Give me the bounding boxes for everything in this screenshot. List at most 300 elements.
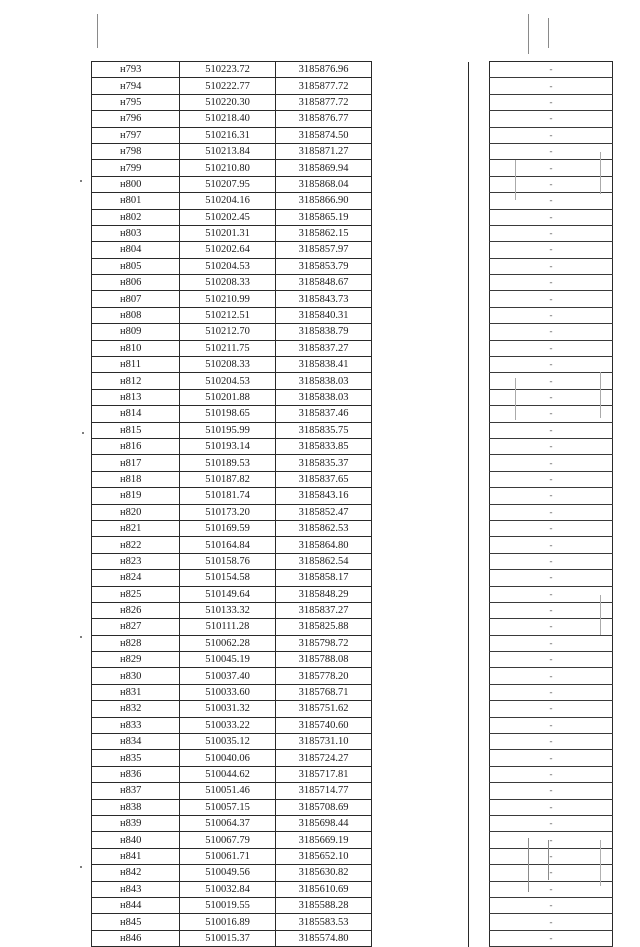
y-coordinate-cell: 3185583.53 (276, 914, 372, 930)
x-coordinate-cell: 510158.76 (180, 553, 276, 569)
table-row (92, 750, 469, 766)
empty-cell (372, 455, 469, 471)
x-coordinate-cell: 510164.84 (180, 537, 276, 553)
mark-row (490, 504, 613, 520)
y-coordinate-cell: 3185865.19 (276, 209, 372, 225)
point-cell: н815 (92, 422, 180, 438)
scan-dot (80, 636, 82, 638)
y-coordinate-cell: 3185864.80 (276, 537, 372, 553)
mark-row (490, 488, 613, 504)
empty-cell (372, 783, 469, 799)
mark-row (490, 799, 613, 815)
point-cell: н812 (92, 373, 180, 389)
y-coordinate-cell: 3185852.47 (276, 504, 372, 520)
point-cell: н814 (92, 406, 180, 422)
mark-row (490, 832, 613, 848)
table-row (92, 340, 469, 356)
mark-cell: - (490, 127, 613, 143)
table-row (92, 291, 469, 307)
empty-cell (372, 815, 469, 831)
table-row (92, 225, 469, 241)
mark-row (490, 750, 613, 766)
point-cell: н811 (92, 357, 180, 373)
table-row (92, 176, 469, 192)
y-coordinate-cell: 3185837.65 (276, 471, 372, 487)
point-cell: н840 (92, 832, 180, 848)
x-coordinate-cell: 510154.58 (180, 570, 276, 586)
mark-row (490, 357, 613, 373)
table-row (92, 652, 469, 668)
point-cell: н837 (92, 783, 180, 799)
x-coordinate-cell: 510181.74 (180, 488, 276, 504)
mark-row (490, 766, 613, 782)
table-row (92, 406, 469, 422)
point-cell: н838 (92, 799, 180, 815)
mark-row (490, 62, 613, 78)
x-coordinate-cell: 510213.84 (180, 143, 276, 159)
y-coordinate-cell: 3185843.73 (276, 291, 372, 307)
mark-cell: - (490, 553, 613, 569)
mark-row (490, 635, 613, 651)
empty-cell (372, 422, 469, 438)
empty-cell (372, 668, 469, 684)
mark-cell: - (490, 78, 613, 94)
table-row (92, 258, 469, 274)
mark-row (490, 602, 613, 618)
y-coordinate-cell: 3185588.28 (276, 897, 372, 913)
y-coordinate-cell: 3185731.10 (276, 734, 372, 750)
mark-cell: - (490, 914, 613, 930)
point-cell: н793 (92, 62, 180, 78)
x-coordinate-cell: 510044.62 (180, 766, 276, 782)
scan-line (515, 160, 516, 200)
mark-row (490, 815, 613, 831)
x-coordinate-cell: 510049.56 (180, 865, 276, 881)
table-row (92, 832, 469, 848)
point-cell: н801 (92, 193, 180, 209)
x-coordinate-cell: 510031.32 (180, 701, 276, 717)
mark-cell: - (490, 586, 613, 602)
empty-cell (372, 357, 469, 373)
mark-row (490, 307, 613, 323)
mark-row (490, 848, 613, 864)
table-row (92, 570, 469, 586)
empty-cell (372, 881, 469, 897)
y-coordinate-cell: 3185751.62 (276, 701, 372, 717)
x-coordinate-cell: 510208.33 (180, 357, 276, 373)
point-cell: н826 (92, 602, 180, 618)
empty-cell (372, 848, 469, 864)
empty-cell (372, 734, 469, 750)
empty-cell (372, 340, 469, 356)
marks-table-body (490, 62, 613, 947)
mark-row (490, 783, 613, 799)
y-coordinate-cell: 3185714.77 (276, 783, 372, 799)
point-cell: н835 (92, 750, 180, 766)
table-row (92, 586, 469, 602)
y-coordinate-cell: 3185798.72 (276, 635, 372, 651)
mark-row (490, 553, 613, 569)
scan-line (528, 14, 529, 54)
mark-row (490, 389, 613, 405)
y-coordinate-cell: 3185876.77 (276, 111, 372, 127)
mark-row (490, 701, 613, 717)
point-cell: н836 (92, 766, 180, 782)
empty-cell (372, 750, 469, 766)
mark-cell: - (490, 291, 613, 307)
mark-cell: - (490, 160, 613, 176)
x-coordinate-cell: 510204.16 (180, 193, 276, 209)
x-coordinate-cell: 510223.72 (180, 62, 276, 78)
empty-cell (372, 488, 469, 504)
mark-row (490, 94, 613, 110)
empty-cell (372, 586, 469, 602)
mark-row (490, 373, 613, 389)
y-coordinate-cell: 3185862.15 (276, 225, 372, 241)
mark-row (490, 652, 613, 668)
y-coordinate-cell: 3185871.27 (276, 143, 372, 159)
marks-table (489, 61, 613, 947)
empty-cell (372, 225, 469, 241)
table-row (92, 799, 469, 815)
mark-cell: - (490, 357, 613, 373)
x-coordinate-cell: 510033.22 (180, 717, 276, 733)
mark-cell: - (490, 684, 613, 700)
mark-row (490, 881, 613, 897)
mark-cell: - (490, 389, 613, 405)
mark-cell: - (490, 209, 613, 225)
table-row (92, 209, 469, 225)
y-coordinate-cell: 3185868.04 (276, 176, 372, 192)
mark-cell: - (490, 799, 613, 815)
empty-cell (372, 570, 469, 586)
mark-row (490, 127, 613, 143)
mark-cell: - (490, 652, 613, 668)
x-coordinate-cell: 510061.71 (180, 848, 276, 864)
table-row (92, 307, 469, 323)
x-coordinate-cell: 510133.32 (180, 602, 276, 618)
point-cell: н829 (92, 652, 180, 668)
scan-line (600, 840, 601, 886)
y-coordinate-cell: 3185717.81 (276, 766, 372, 782)
mark-cell: - (490, 865, 613, 881)
point-cell: н794 (92, 78, 180, 94)
mark-cell: - (490, 193, 613, 209)
point-cell: н828 (92, 635, 180, 651)
mark-cell: - (490, 619, 613, 635)
mark-cell: - (490, 537, 613, 553)
x-coordinate-cell: 510195.99 (180, 422, 276, 438)
x-coordinate-cell: 510207.95 (180, 176, 276, 192)
empty-cell (372, 471, 469, 487)
empty-cell (372, 62, 469, 78)
point-cell: н821 (92, 520, 180, 536)
empty-cell (372, 717, 469, 733)
empty-cell (372, 914, 469, 930)
mark-cell: - (490, 848, 613, 864)
x-coordinate-cell: 510067.79 (180, 832, 276, 848)
mark-row (490, 684, 613, 700)
empty-cell (372, 111, 469, 127)
table-row (92, 504, 469, 520)
scan-line (528, 838, 529, 892)
point-cell: н832 (92, 701, 180, 717)
x-coordinate-cell: 510202.45 (180, 209, 276, 225)
empty-cell (372, 242, 469, 258)
y-coordinate-cell: 3185669.19 (276, 832, 372, 848)
empty-cell (372, 143, 469, 159)
y-coordinate-cell: 3185843.16 (276, 488, 372, 504)
x-coordinate-cell: 510111.28 (180, 619, 276, 635)
x-coordinate-cell: 510037.40 (180, 668, 276, 684)
x-coordinate-cell: 510210.80 (180, 160, 276, 176)
mark-row (490, 668, 613, 684)
point-cell: н803 (92, 225, 180, 241)
scan-line (97, 14, 98, 48)
scan-line (600, 595, 601, 635)
point-cell: н795 (92, 94, 180, 110)
table-row (92, 62, 469, 78)
mark-cell: - (490, 176, 613, 192)
point-cell: н824 (92, 570, 180, 586)
y-coordinate-cell: 3185877.72 (276, 94, 372, 110)
coordinates-table-body (92, 62, 469, 947)
mark-cell: - (490, 750, 613, 766)
table-row (92, 193, 469, 209)
mark-row (490, 111, 613, 127)
mark-row (490, 275, 613, 291)
table-row (92, 897, 469, 913)
x-coordinate-cell: 510033.60 (180, 684, 276, 700)
point-cell: н805 (92, 258, 180, 274)
x-coordinate-cell: 510032.84 (180, 881, 276, 897)
y-coordinate-cell: 3185840.31 (276, 307, 372, 323)
mark-row (490, 717, 613, 733)
mark-cell: - (490, 717, 613, 733)
point-cell: н820 (92, 504, 180, 520)
y-coordinate-cell: 3185838.03 (276, 373, 372, 389)
table-row (92, 602, 469, 618)
mark-cell: - (490, 815, 613, 831)
y-coordinate-cell: 3185874.50 (276, 127, 372, 143)
point-cell: н816 (92, 438, 180, 454)
mark-cell: - (490, 275, 613, 291)
table-row (92, 471, 469, 487)
point-cell: н798 (92, 143, 180, 159)
mark-row (490, 438, 613, 454)
point-cell: н799 (92, 160, 180, 176)
x-coordinate-cell: 510202.64 (180, 242, 276, 258)
coordinates-table (91, 61, 469, 947)
table-row (92, 143, 469, 159)
y-coordinate-cell: 3185862.53 (276, 520, 372, 536)
table-row (92, 684, 469, 700)
mark-row (490, 225, 613, 241)
table-row (92, 373, 469, 389)
point-cell: н833 (92, 717, 180, 733)
table-row (92, 78, 469, 94)
mark-row (490, 291, 613, 307)
x-coordinate-cell: 510193.14 (180, 438, 276, 454)
point-cell: н843 (92, 881, 180, 897)
empty-cell (372, 635, 469, 651)
mark-row (490, 406, 613, 422)
point-cell: н806 (92, 275, 180, 291)
mark-row (490, 242, 613, 258)
mark-cell: - (490, 930, 613, 946)
y-coordinate-cell: 3185837.27 (276, 340, 372, 356)
empty-cell (372, 324, 469, 340)
x-coordinate-cell: 510045.19 (180, 652, 276, 668)
x-coordinate-cell: 510015.37 (180, 930, 276, 946)
empty-cell (372, 930, 469, 946)
empty-cell (372, 193, 469, 209)
mark-row (490, 570, 613, 586)
table-row (92, 455, 469, 471)
y-coordinate-cell: 3185848.29 (276, 586, 372, 602)
x-coordinate-cell: 510198.65 (180, 406, 276, 422)
mark-cell: - (490, 734, 613, 750)
y-coordinate-cell: 3185825.88 (276, 619, 372, 635)
mark-row (490, 930, 613, 946)
table-row (92, 553, 469, 569)
point-cell: н813 (92, 389, 180, 405)
mark-cell: - (490, 324, 613, 340)
scan-line (600, 372, 601, 418)
mark-cell: - (490, 471, 613, 487)
mark-cell: - (490, 635, 613, 651)
mark-row (490, 193, 613, 209)
table-row (92, 94, 469, 110)
table-row (92, 160, 469, 176)
x-coordinate-cell: 510216.31 (180, 127, 276, 143)
mark-row (490, 586, 613, 602)
empty-cell (372, 897, 469, 913)
mark-cell: - (490, 62, 613, 78)
x-coordinate-cell: 510051.46 (180, 783, 276, 799)
point-cell: н808 (92, 307, 180, 323)
y-coordinate-cell: 3185877.72 (276, 78, 372, 94)
scan-dot (80, 866, 82, 868)
x-coordinate-cell: 510040.06 (180, 750, 276, 766)
x-coordinate-cell: 510218.40 (180, 111, 276, 127)
x-coordinate-cell: 510019.55 (180, 897, 276, 913)
point-cell: н822 (92, 537, 180, 553)
table-row (92, 848, 469, 864)
mark-row (490, 209, 613, 225)
mark-row (490, 422, 613, 438)
table-row (92, 520, 469, 536)
x-coordinate-cell: 510035.12 (180, 734, 276, 750)
point-cell: н844 (92, 897, 180, 913)
point-cell: н804 (92, 242, 180, 258)
empty-cell (372, 832, 469, 848)
y-coordinate-cell: 3185869.94 (276, 160, 372, 176)
scan-dot (80, 180, 82, 182)
mark-cell: - (490, 111, 613, 127)
table-row (92, 488, 469, 504)
table-row (92, 766, 469, 782)
table-row (92, 242, 469, 258)
x-coordinate-cell: 510204.53 (180, 258, 276, 274)
mark-cell: - (490, 307, 613, 323)
mark-cell: - (490, 783, 613, 799)
mark-cell: - (490, 94, 613, 110)
point-cell: н819 (92, 488, 180, 504)
y-coordinate-cell: 3185837.27 (276, 602, 372, 618)
point-cell: н834 (92, 734, 180, 750)
mark-row (490, 176, 613, 192)
x-coordinate-cell: 510016.89 (180, 914, 276, 930)
x-coordinate-cell: 510211.75 (180, 340, 276, 356)
table-row (92, 127, 469, 143)
mark-cell: - (490, 422, 613, 438)
mark-cell: - (490, 570, 613, 586)
table-row (92, 734, 469, 750)
empty-cell (372, 209, 469, 225)
empty-cell (372, 78, 469, 94)
x-coordinate-cell: 510222.77 (180, 78, 276, 94)
empty-cell (372, 865, 469, 881)
point-cell: н796 (92, 111, 180, 127)
empty-cell (372, 291, 469, 307)
table-row (92, 865, 469, 881)
mark-row (490, 471, 613, 487)
table-row (92, 324, 469, 340)
empty-cell (372, 602, 469, 618)
x-coordinate-cell: 510189.53 (180, 455, 276, 471)
x-coordinate-cell: 510057.15 (180, 799, 276, 815)
y-coordinate-cell: 3185848.67 (276, 275, 372, 291)
mark-cell: - (490, 897, 613, 913)
empty-cell (372, 406, 469, 422)
x-coordinate-cell: 510062.28 (180, 635, 276, 651)
point-cell: н797 (92, 127, 180, 143)
y-coordinate-cell: 3185708.69 (276, 799, 372, 815)
mark-cell: - (490, 242, 613, 258)
empty-cell (372, 389, 469, 405)
x-coordinate-cell: 510204.53 (180, 373, 276, 389)
empty-cell (372, 619, 469, 635)
y-coordinate-cell: 3185698.44 (276, 815, 372, 831)
empty-cell (372, 766, 469, 782)
point-cell: н802 (92, 209, 180, 225)
y-coordinate-cell: 3185835.37 (276, 455, 372, 471)
x-coordinate-cell: 510201.31 (180, 225, 276, 241)
point-cell: н823 (92, 553, 180, 569)
mark-cell: - (490, 766, 613, 782)
y-coordinate-cell: 3185838.79 (276, 324, 372, 340)
table-row (92, 422, 469, 438)
empty-cell (372, 307, 469, 323)
point-cell: н831 (92, 684, 180, 700)
y-coordinate-cell: 3185652.10 (276, 848, 372, 864)
mark-cell: - (490, 668, 613, 684)
mark-row (490, 619, 613, 635)
mark-row (490, 455, 613, 471)
table-row (92, 438, 469, 454)
mark-cell: - (490, 881, 613, 897)
table-row (92, 619, 469, 635)
y-coordinate-cell: 3185833.85 (276, 438, 372, 454)
mark-cell: - (490, 258, 613, 274)
x-coordinate-cell: 510064.37 (180, 815, 276, 831)
empty-cell (372, 799, 469, 815)
mark-cell: - (490, 406, 613, 422)
point-cell: н818 (92, 471, 180, 487)
empty-cell (372, 652, 469, 668)
mark-cell: - (490, 373, 613, 389)
